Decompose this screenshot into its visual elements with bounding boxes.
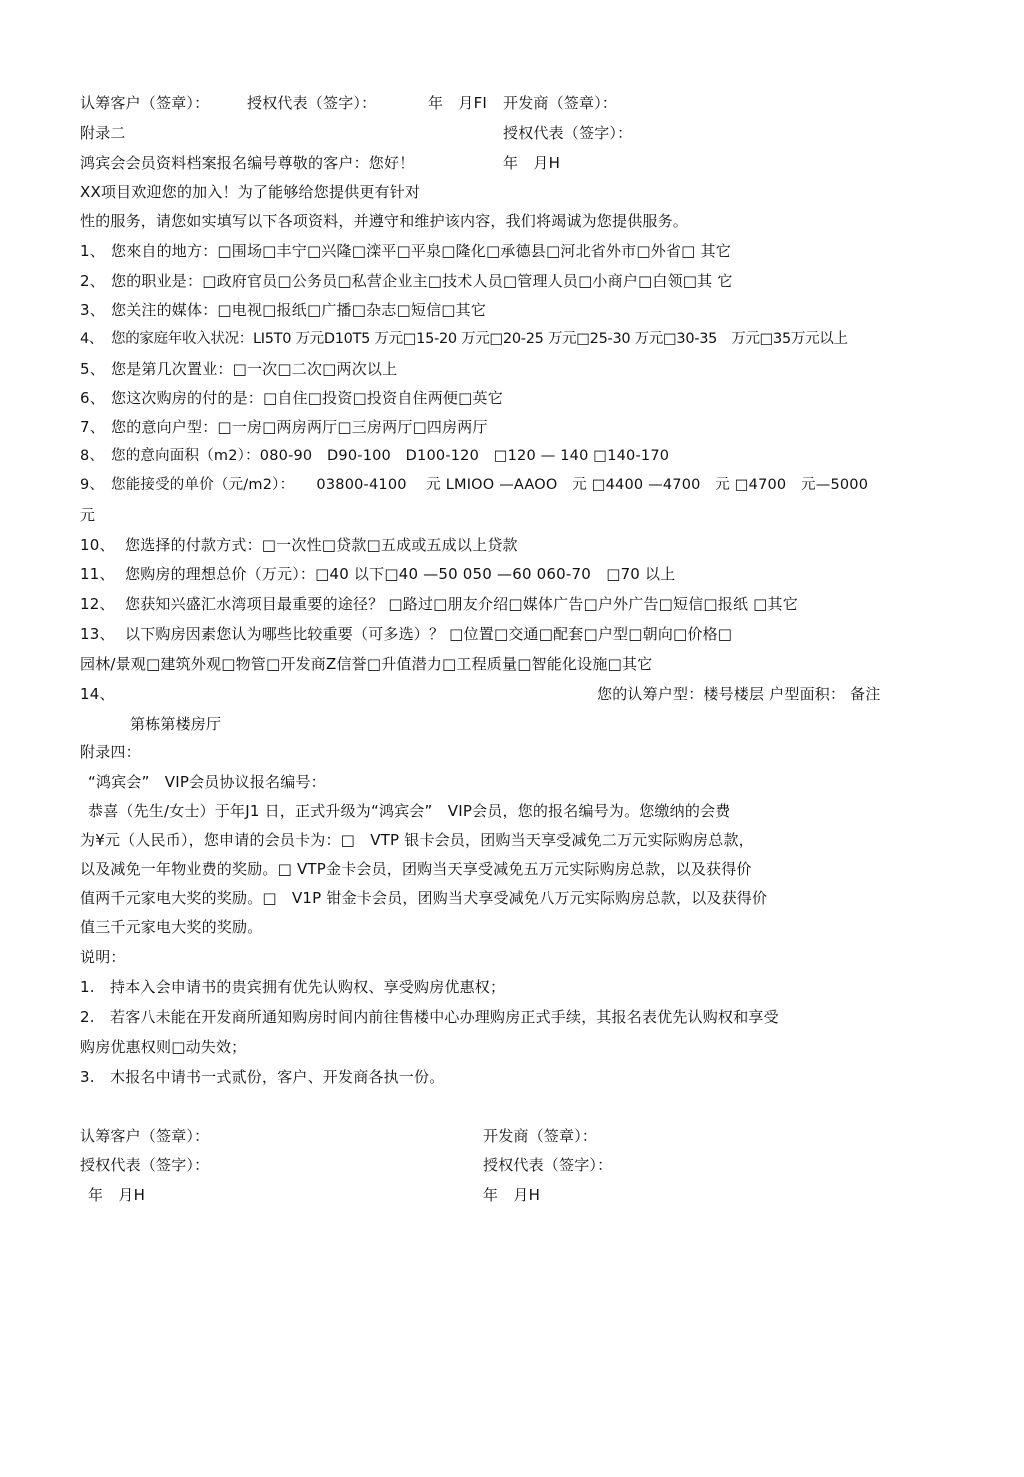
- signature-developer: 开发商（签章）：: [483, 1127, 598, 1145]
- question-14-continuation: 第栋第楼房厅: [130, 715, 222, 733]
- question-number: 11、: [80, 565, 115, 583]
- member-file-greeting: 鸿宾会会员资料档案报名编号尊敬的客户：您好！: [80, 154, 415, 172]
- question-text: 您是第几次置业：□一次□二次□两次以上: [111, 360, 398, 378]
- note-number: 2.: [80, 1008, 95, 1026]
- vip-agreement-title: “鸿宾会” VIP会员协议报名编号：: [88, 773, 326, 791]
- note-text: 持本入会申请书的贵宾拥有优先认购权、享受购房优惠权；: [110, 978, 506, 996]
- vip-paragraph-line: 值三千元家电大奖的奖励。: [80, 918, 263, 936]
- question-number: 10、: [80, 536, 115, 554]
- note-2-continuation: 购房优惠权则□动失效；: [80, 1038, 247, 1056]
- question-text: 您的职业是：□政府官员□公务员□私营企业主□技术人员□管理人员□小商户□白领□其 它: [111, 272, 733, 290]
- intro-line-2: 性的服务，请您如实填写以下各项资料，并遵守和维护该内容，我们将竭诚为您提供服务。: [80, 212, 689, 230]
- question-text: 您选择的付款方式：□一次性□贷款□五成或五成以上贷款: [125, 536, 518, 554]
- intro-line-1: XX项目欢迎您的加入！为了能够给您提供更有针对: [80, 183, 421, 201]
- vip-paragraph-line: 为¥元（人民币），您申请的会员卡为：□ VTP 银卡会员，团购当天享受减免二万元实际购房总款，: [80, 831, 754, 849]
- question-8: [80, 449, 669, 464]
- question-number: 2、: [80, 272, 105, 290]
- signature-customer: 认筹客户（签章）：: [80, 1127, 210, 1145]
- question-9: [80, 478, 868, 493]
- question-number: 1、: [80, 242, 105, 260]
- question-text: 您购房的理想总价（万元）：□40 以下□40 —50 050 —60 060-70 □70 以上: [125, 565, 676, 583]
- header-developer-agent: 授权代表（签字）：: [503, 124, 633, 142]
- header-agent-signature: 授权代表（签字）：: [247, 94, 377, 112]
- question-2: [80, 274, 733, 289]
- note-number: 3.: [80, 1068, 95, 1086]
- note-1: [80, 980, 505, 995]
- vip-paragraph-line: 值两千元家电大奖的奖励。□ V1P 钳金卡会员，团购当犬享受减免八万元实际购房总款，以及获得价: [80, 889, 768, 907]
- question-7: [80, 420, 488, 435]
- question-5: [80, 362, 397, 377]
- question-number: 8、: [80, 448, 105, 464]
- question-9-continuation: 元: [80, 506, 96, 524]
- header-date: 年 月FI: [428, 94, 488, 112]
- signature-date-developer: 年 月H: [483, 1186, 541, 1204]
- question-10: [80, 538, 518, 553]
- question-text: 以下购房因素您认为哪些比较重要（可多选）？ □位置□交通□配套□户型□朝向□价格□: [125, 625, 733, 643]
- note-text: 木报名中请书一式贰份，客户、开发商各执一份。: [110, 1068, 445, 1086]
- question-text: 您这次购房的付的是：□自住□投资□投资自住两便□英它: [111, 389, 503, 407]
- note-number: 1.: [80, 978, 95, 996]
- appendix-four-heading: 附录四：: [80, 743, 141, 761]
- header-date-2: 年 月H: [503, 154, 561, 172]
- question-3: [80, 303, 486, 318]
- question-number: 7、: [80, 418, 105, 436]
- question-text: 您的意向户型：□一房□两房两厅□三房两厅□四房两厅: [111, 418, 488, 436]
- question-number: 3、: [80, 301, 105, 319]
- question-number: 6、: [80, 389, 105, 407]
- vip-paragraph-line: 恭喜（先生/女士）于年J1 日，正式升级为“鸿宾会” VIP会员，您的报名编号为。您缴纳的会费: [88, 802, 731, 820]
- question-number: 13、: [80, 625, 115, 643]
- appendix-two-heading: 附录二: [80, 124, 126, 142]
- notes-heading: 说明：: [80, 948, 126, 966]
- question-6: [80, 391, 503, 406]
- note-text: 若客八未能在开发商所通知购房时间内前往售楼中心办理购房正式手续，其报名表优先认购权和享受: [110, 1008, 779, 1026]
- question-14-text: 您的认筹户型：楼号楼层 户型面积： 备注: [597, 685, 881, 703]
- question-number: 12、: [80, 595, 115, 613]
- question-text: 您获知兴盛汇水湾项目最重要的途径？ □路过□朋友介绍□媒体广告□户外广告□短信□报纸 □其它: [125, 595, 798, 613]
- question-11: [80, 567, 675, 582]
- question-text: 您能接受的单价（元/m2）： 03800-4100 元 LMIOO —AAOO 元 □4400 —4700 元 □4700 元—5000: [111, 477, 869, 493]
- question-text: 您的意向面积（m2）：080-90 D90-100 D100-120 □120 — 140 □140-170: [111, 448, 670, 464]
- note-2: [80, 1010, 779, 1025]
- signature-agent-customer: 授权代表（签字）：: [80, 1156, 210, 1174]
- question-13-continuation: 园林/景观□建筑外观□物管□开发商Z信誉□升值潜力□工程质量□智能化设施□其它: [80, 655, 653, 673]
- question-text: 您的家庭年收入状况：LI5T0 万元D10T5 万元□15-20 万元□20-25 万元□25-30 万元□30-35 万元□35万元以上: [111, 331, 848, 347]
- question-number: 5、: [80, 360, 105, 378]
- question-text: 您來自的地方：□围场□丰宁□兴隆□滦平□平泉□隆化□承德县□河北省外市□外省□ 其它: [111, 242, 731, 260]
- question-12: [80, 597, 798, 612]
- signature-date-customer: 年 月H: [88, 1186, 146, 1204]
- note-3: [80, 1070, 444, 1085]
- header-developer-signature: 开发商（签章）：: [503, 94, 618, 112]
- question-number: 9、: [80, 477, 105, 493]
- question-1: [80, 244, 731, 259]
- question-13: [80, 627, 732, 642]
- question-4: [80, 332, 848, 347]
- question-text: 您关注的媒体：□电视□报纸□广播□杂志□短信□其它: [111, 301, 487, 319]
- question-14-number: 14、: [80, 685, 115, 703]
- question-number: 4、: [80, 331, 104, 347]
- header-customer-signature: 认筹客户（签章）：: [80, 94, 210, 112]
- vip-paragraph-line: 以及减免一年物业费的奖励。□ VTP金卡会员，团购当天享受减免五万元实际购房总款，以及获得价: [80, 860, 752, 878]
- signature-agent-developer: 授权代表（签字）：: [483, 1156, 613, 1174]
